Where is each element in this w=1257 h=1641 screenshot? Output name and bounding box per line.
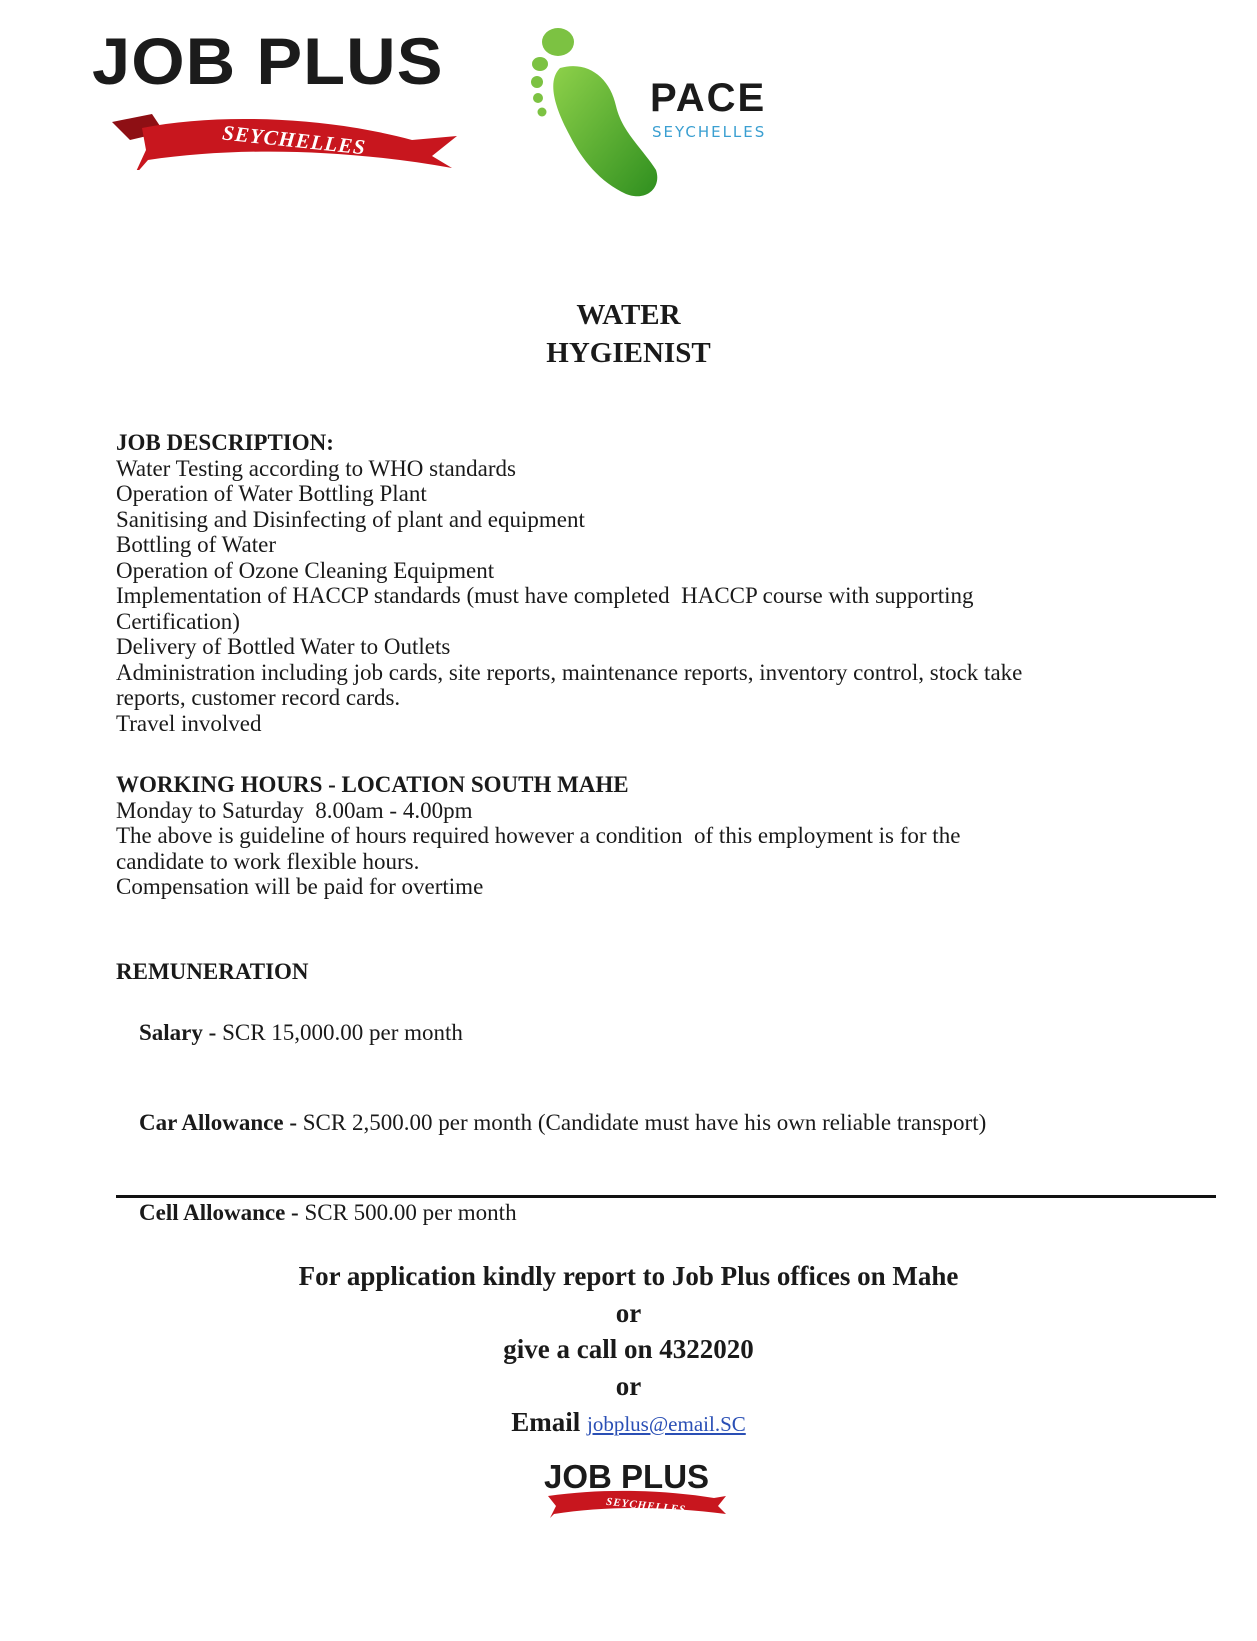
duty-line: Operation of Water Bottling Plant (116, 481, 427, 506)
job-description-section (116, 430, 1196, 736)
car-allowance-label: Car Allowance - (139, 1110, 303, 1135)
duty-line: Administration including job cards, site reports, maintenance reports, inventory control, stock take (116, 659, 1023, 685)
job-description-heading: JOB DESCRIPTION: (116, 430, 334, 455)
job-plus-subtitle: SEYCHELLES (221, 120, 368, 160)
contact-phone-line: give a call on 4322020 (503, 1334, 754, 1364)
duty-line: Delivery of Bottled Water to Outlets (116, 634, 451, 659)
cell-allowance-label: Cell Allowance - (139, 1200, 305, 1225)
contact-or-1: or (615, 1297, 642, 1328)
divider (116, 1195, 1216, 1198)
duty-line: Travel involved (116, 710, 262, 736)
duty-line: Bottling of Water (116, 532, 276, 557)
car-allowance-row (116, 1078, 1216, 1168)
footer-wordmark: JOB PLUS (544, 1458, 710, 1495)
hours-line: candidate to work flexible hours. (116, 848, 420, 874)
footer-subtitle: SEYCHELLES (605, 1495, 687, 1517)
duty-line: reports, customer record cards. (116, 685, 401, 710)
job-plus-wordmark: JOB PLUS (92, 24, 444, 98)
duty-line: Certification) (116, 608, 240, 634)
pace-wordmark: PACE (650, 76, 767, 120)
duty-line: Water Testing according to WHO standards (116, 455, 516, 481)
working-hours-heading: WORKING HOURS - LOCATION SOUTH MAHE (116, 772, 629, 797)
job-plus-footer-logo (544, 1458, 734, 1518)
duty-line: Sanitising and Disinfecting of plant and equipment (116, 506, 585, 532)
footprint-icon (530, 20, 660, 200)
cell-allowance-value: SCR 500.00 per month (304, 1200, 517, 1225)
salary-row (116, 988, 1216, 1078)
contact-office-line: For application kindly report to Job Plus offices on Mahe (298, 1261, 959, 1291)
job-plus-logo (92, 24, 472, 160)
pace-logo (530, 20, 790, 210)
hours-line: Monday to Saturday 8.00am - 4.00pm (116, 797, 473, 823)
salary-label: Salary - (139, 1020, 223, 1045)
contact-section (0, 1258, 1257, 1443)
hours-line: The above is guideline of hours required however a condition of this employment is for the (116, 823, 961, 848)
remuneration-heading: REMUNERATION (116, 959, 309, 984)
salary-value: SCR 15,000.00 per month (222, 1020, 463, 1045)
contact-or-2: or (615, 1370, 642, 1401)
job-title-line-1: WATER (576, 299, 681, 331)
job-title-line-2: HYGIENIST (546, 337, 711, 369)
job-title (0, 296, 1257, 372)
pace-subtitle: SEYCHELLES (652, 123, 767, 141)
email-link[interactable]: jobplus@email.SC (587, 1412, 746, 1436)
contact-email-line (0, 1404, 1257, 1443)
duty-line: Operation of Ozone Cleaning Equipment (116, 557, 495, 583)
hours-line: Compensation will be paid for overtime (116, 874, 484, 899)
cell-allowance-row (116, 1168, 1216, 1258)
car-allowance-value: SCR 2,500.00 per month (Candidate must have his own reliable transport) (302, 1110, 987, 1135)
email-label: Email (511, 1407, 581, 1437)
working-hours-section (116, 772, 1196, 900)
duty-line: Implementation of HACCP standards (must have completed HACCP course with supporting (116, 583, 974, 608)
remuneration-section (116, 956, 1216, 1258)
